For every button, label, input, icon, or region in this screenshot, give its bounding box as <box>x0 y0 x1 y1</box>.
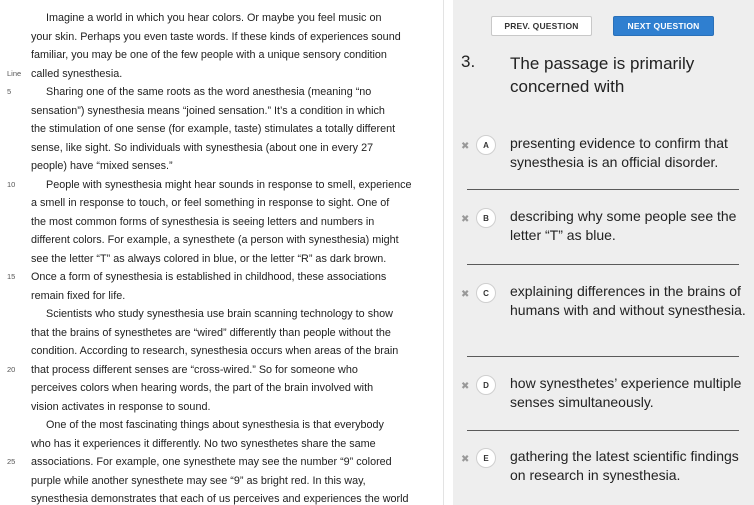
passage-line: familiar, you may be one of the few people with a unique sensory condition <box>31 49 387 61</box>
choice-divider <box>467 356 739 357</box>
close-icon[interactable]: ✖ <box>461 214 470 225</box>
choice-letter-d[interactable]: D <box>476 375 496 395</box>
choice-divider <box>467 430 739 431</box>
choice-divider <box>467 189 739 190</box>
passage-line: vision activates in response to sound. <box>31 400 211 413</box>
passage-line: Scientists who study synesthesia use brain scanning technology to show <box>31 308 393 320</box>
choice-letter-b[interactable]: B <box>476 208 496 228</box>
passage-line: see the letter “T” as always colored in blue, or the letter “R” as dark brown. <box>31 252 387 265</box>
prev-question-button[interactable]: PREV. QUESTION <box>491 16 592 36</box>
passage-line: a smell in response to touch, or feel something in response to sight. One of <box>31 197 390 209</box>
choice-text-b[interactable]: describing why some people see the letter “T” as blue. <box>510 208 737 243</box>
passage-line: condition. According to research, synesthesia occurs when areas of the brain <box>31 345 399 357</box>
choice-text-c[interactable]: explaining differences in the brains of humans with and without synesthesia. <box>510 283 746 318</box>
line-number-label: 5 <box>7 87 12 96</box>
passage-line: sensation”) synesthesia means “joined sensation.” It’s a condition in which <box>31 104 385 117</box>
choice-text-e[interactable]: gathering the latest scientific findings on research in synesthesia. <box>510 448 739 483</box>
line-number-label: 25 <box>7 457 16 466</box>
passage-line: People with synesthesia might hear sounds in response to smell, experience <box>31 178 412 191</box>
close-icon[interactable]: ✖ <box>461 381 470 392</box>
passage-line: Sharing one of the same roots as the word anesthesia (meaning “no <box>31 86 372 98</box>
passage-line: that process different senses are “cross-wired.” So for someone who <box>31 363 358 376</box>
choice-letter-a[interactable]: A <box>476 135 496 155</box>
passage-line: Imagine a world in which you hear colors. Or maybe you feel music on <box>31 12 382 24</box>
close-icon[interactable]: ✖ <box>461 454 470 465</box>
line-number-label: 10 <box>7 179 16 189</box>
next-question-button[interactable]: NEXT QUESTION <box>613 16 714 36</box>
passage-line: that the brains of synesthetes are “wired” differently than people without the <box>31 326 391 339</box>
passage-line: purple while another synesthete may see “9” as bright red. In this way, <box>31 474 366 487</box>
passage-line: sense, like sight. So individuals with synesthesia (about one in every 27 <box>31 141 374 154</box>
passage-line: One of the most fascinating things about synesthesia is that everybody <box>31 419 384 431</box>
passage-line: called synesthesia. <box>31 67 123 80</box>
choice-letter-c[interactable]: C <box>476 283 496 303</box>
passage-line: Once a form of synesthesia is established in childhood, these associations <box>31 271 387 283</box>
passage-line: people) have “mixed senses.” <box>31 160 173 172</box>
passage-line: the most common forms of synesthesia is seeing letters and numbers in <box>31 215 375 228</box>
choice-divider <box>467 264 739 265</box>
line-number-label: 20 <box>7 364 16 374</box>
close-icon[interactable]: ✖ <box>461 141 470 152</box>
passage-line: associations. For example, one synesthete may see the number “9” colored <box>31 456 392 468</box>
passage-line: your skin. Perhaps you even taste words. If these kinds of experiences sound <box>31 30 401 43</box>
passage-line: synesthesia demonstrates that each of us perceives and experiences the world <box>31 493 409 505</box>
question-panel <box>453 0 754 505</box>
passage-line: perceives colors when hearing words, the part of the brain involved with <box>31 382 374 394</box>
question-stem: The passage is primarily concerned with <box>510 54 695 96</box>
line-number-label: Line <box>7 68 22 78</box>
choice-text-a[interactable]: presenting evidence to confirm that synesthesia is an official disorder. <box>510 135 728 170</box>
close-icon[interactable]: ✖ <box>461 289 470 300</box>
question-number: 3. <box>461 52 476 71</box>
passage-line: the stimulation of one sense (for example, taste) stimulates a totally different <box>31 123 396 135</box>
line-number-label: 15 <box>7 272 16 281</box>
choice-letter-e[interactable]: E <box>476 448 496 468</box>
passage-line: remain fixed for life. <box>31 289 126 302</box>
passage-line: who has it experiences it differently. No two synesthetes share the same <box>31 437 376 450</box>
choice-text-d[interactable]: how synesthetes’ experience multiple senses simultaneously. <box>510 375 742 410</box>
passage-line: different colors. For example, a synesthete (a person with synesthesia) might <box>31 234 399 246</box>
